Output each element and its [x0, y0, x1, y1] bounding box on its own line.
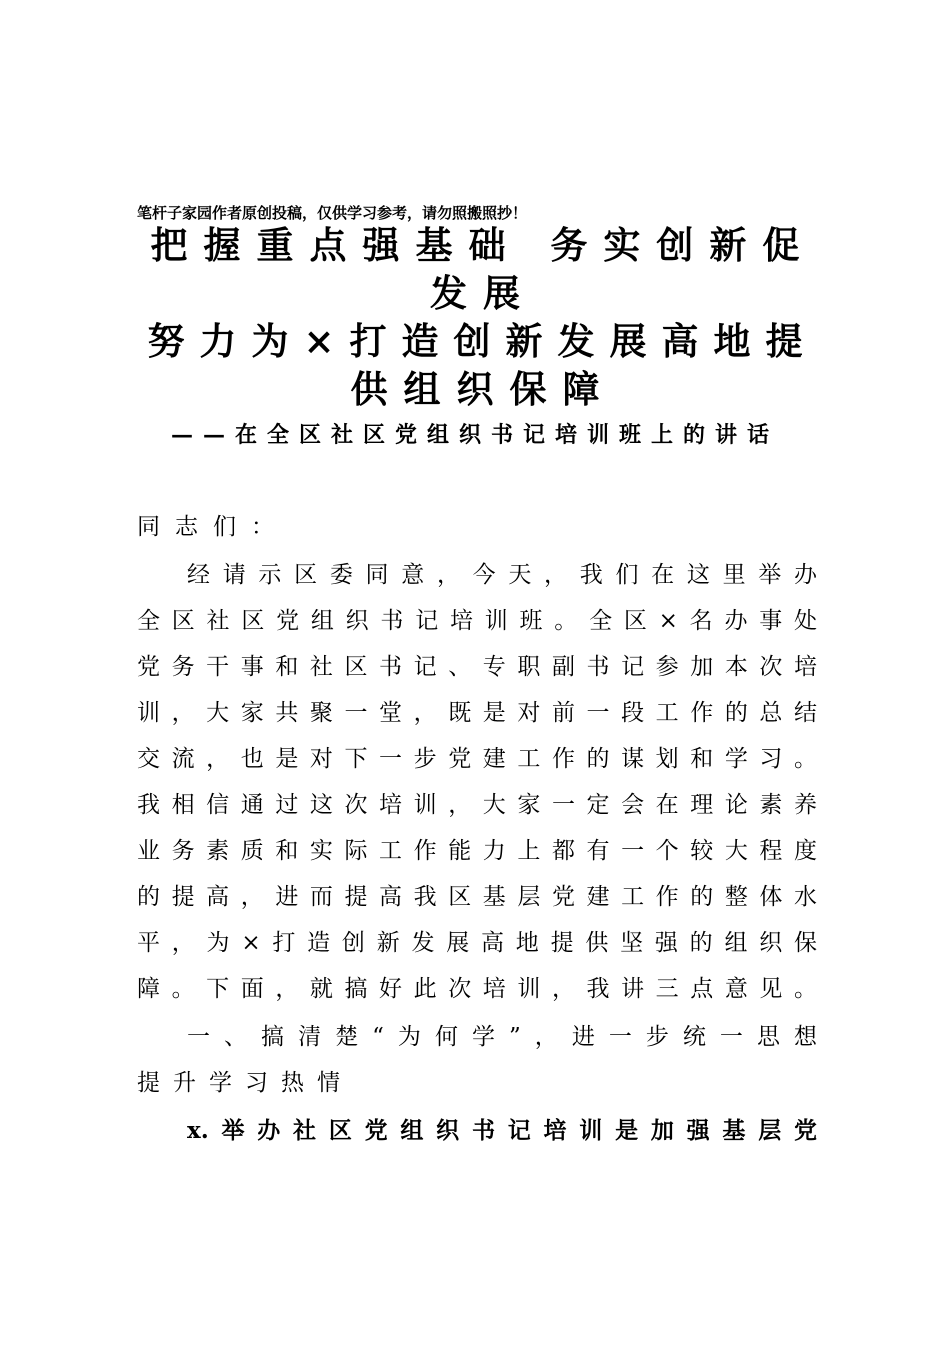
- watermark-note: 笔杆子家园作者原创投稿，仅供学习参考，请勿照搬照抄！: [137, 204, 528, 222]
- paragraph-line: 业务素质和实际工作能力上都有一个较大程度: [137, 838, 817, 864]
- greeting: 同志们：: [137, 514, 289, 540]
- paragraph-line: 党务干事和社区书记、专职副书记参加本次培: [137, 654, 817, 680]
- paragraph-line: 训，大家共聚一堂，既是对前一段工作的总结: [137, 700, 817, 726]
- section-heading-line-2: 提升学习热情: [137, 1070, 353, 1096]
- subsection-heading: x.举办社区党组织书记培训是加强基层党: [187, 1117, 817, 1144]
- title-line-4: 供组织保障: [350, 367, 616, 411]
- paragraph-line: 的提高，进而提高我区基层党建工作的整体水: [137, 884, 817, 910]
- paragraph-line: 全区社区党组织书记培训班。全区×名办事处: [137, 608, 817, 634]
- paragraph-line: 平，为×打造创新发展高地提供坚强的组织保: [137, 930, 817, 956]
- subtitle: ——在全区社区党组织书记培训班上的讲话: [170, 422, 779, 448]
- paragraph-line: 经请示区委同意，今天，我们在这里举办: [187, 562, 817, 588]
- title-line-3: 努力为×打造创新发展高地提: [147, 319, 818, 363]
- title-line-1: 把握重点强基础 务实创新促: [150, 223, 816, 267]
- title-line-2: 发展: [430, 271, 536, 315]
- paragraph-line: 我相信通过这次培训，大家一定会在理论素养: [137, 792, 817, 818]
- paragraph-line: 障。下面，就搞好此次培训，我讲三点意见。: [137, 976, 817, 1002]
- paragraph-line: 交流，也是对下一步党建工作的谋划和学习。: [137, 746, 817, 772]
- section-heading-line-1: 一、搞清楚“为何学”，进一步统一思想: [187, 1024, 817, 1050]
